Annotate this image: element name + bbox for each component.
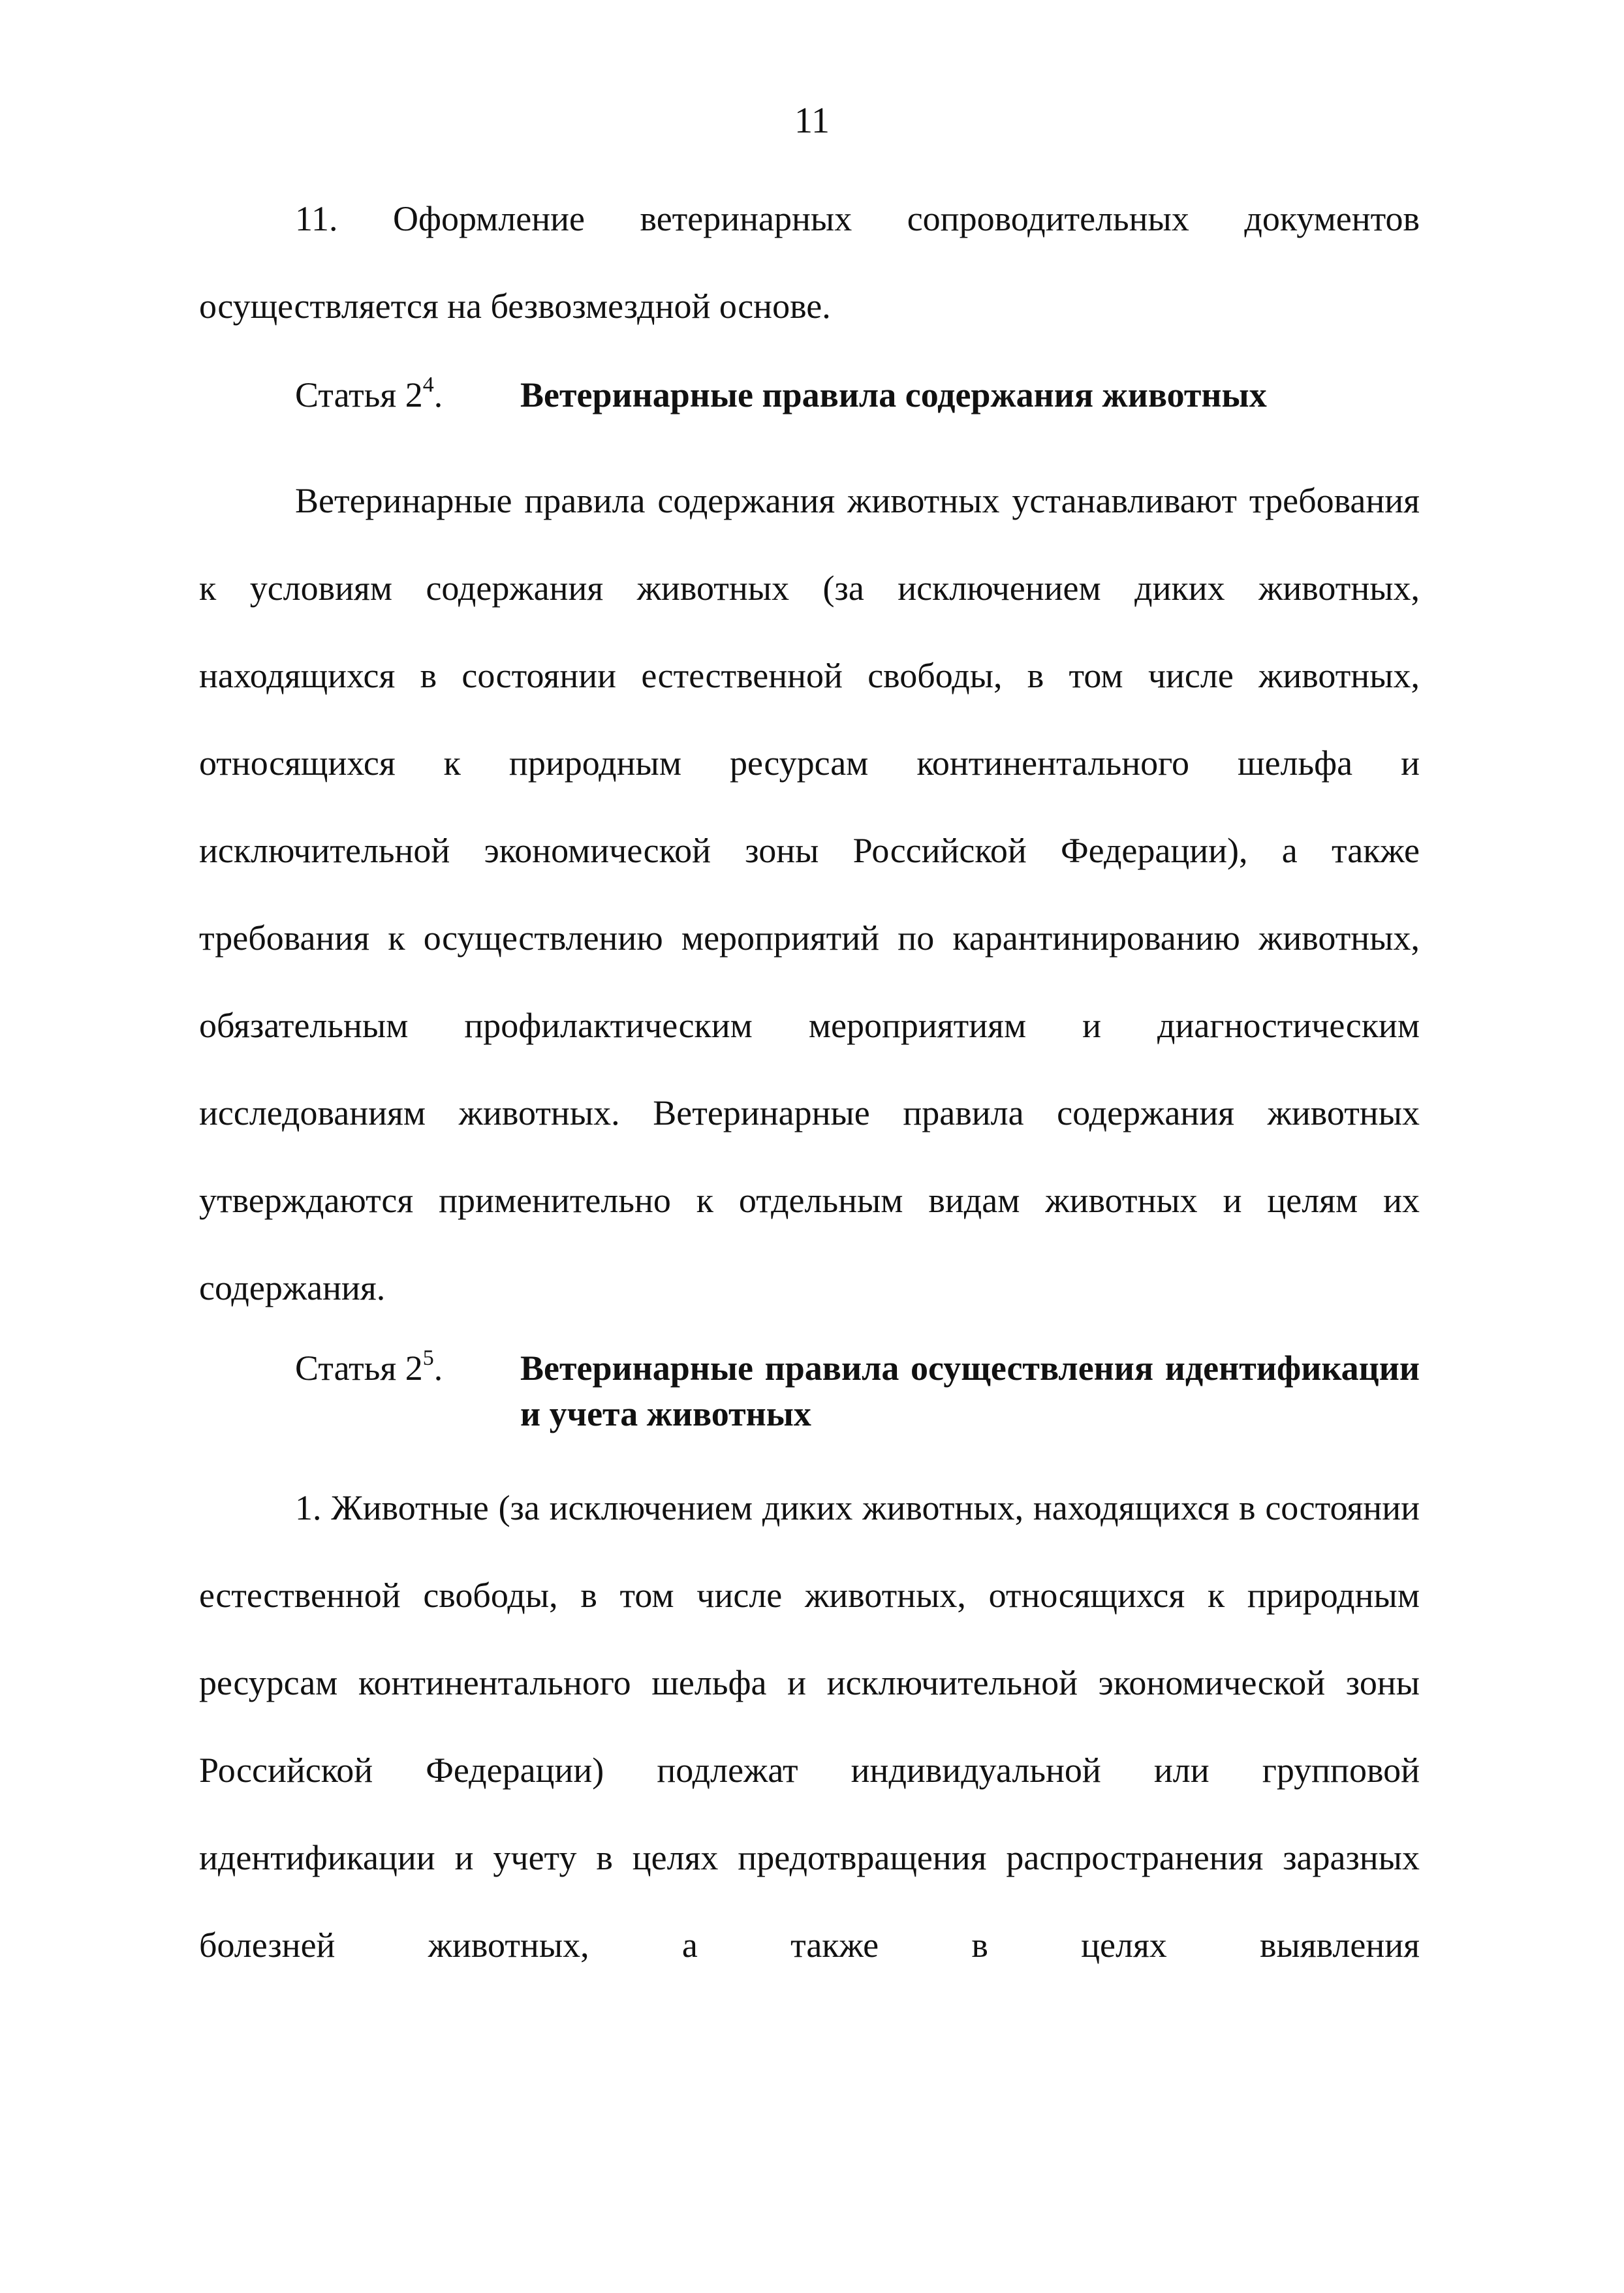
page-number: 11 [794, 101, 830, 141]
article-title: Ветеринарные правила содержания животных [520, 375, 1267, 414]
paragraph-article-2-4 [199, 457, 1420, 1332]
article-label: Статья $2^4$. [295, 373, 443, 414]
paragraph-text: Ветеринарные правила содержания животных устанавливают требования к условиям содержания животных (за исключением диких животных, находящихся в состоянии естественной свободы, в том числе животных, относящихся к природным ресурсам континентального шельфа и исключительной экономической зоны Российской Федерации), а также требования к осуществлению мероприятий по карантинированию животных, обязательным профилактическим мероприятиям и диагностическим исследованиям животных. Ветеринарные правила содержания животных утверждаются применительно к отдельным видам животных и целям их содержания. [199, 481, 1420, 1307]
paragraph-text: 1. Животные (за исключением диких животных, находящихся в состоянии естественной свободы, в том числе животных, относящихся к природным ресурсам континентального шельфа и исключительной экономической зоны Российской Федерации) подлежат индивидуальной или групповой идентификации и учету в целях предотвращения распространения заразных болезней животных, а также в целях выявления [199, 1488, 1420, 1965]
article-2-5-heading [199, 1345, 1420, 1437]
paragraph-article-2-5-item-1 [199, 1464, 1420, 1989]
paragraph-11 [199, 175, 1420, 350]
article-title: Ветеринарные правила осуществления идентификации и учета животных [520, 1349, 1420, 1433]
article-2-4-heading [199, 372, 1420, 418]
article-number-superscript: 5 [422, 1346, 434, 1370]
article-label: Статья $2^5$. [295, 1346, 443, 1388]
article-number-superscript: 4 [422, 373, 434, 397]
paragraph-text: 11. Оформление ветеринарных сопроводительных документов осуществляется на безвозмездной основе. [199, 199, 1420, 326]
